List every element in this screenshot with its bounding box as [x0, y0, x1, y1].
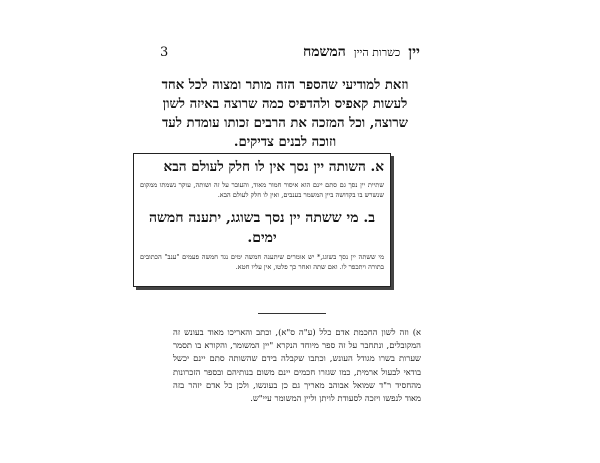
section-b-title: ב. מי ששתה יין נסך בשוגג, יתענה חמשה ימים.: [148, 210, 376, 246]
section-b-body: מי ששתה יין נסך בשוגג,* יש אומרים שיתענה חמשה ימים נגד חמשה פעמים "ענב" הכתובים בתורה ויתכפר לו. ואם שתה ואחר כך פלטו, אין עליו חטא.: [140, 253, 384, 271]
page-header: [160, 42, 420, 62]
header-titles: [303, 43, 420, 62]
section-a-title: א. השותה יין נסך אין לו חלק לעולם הבא: [163, 159, 384, 175]
header-right-title: יין: [408, 42, 420, 61]
footnote-text: א) וזה לשון החכמת אדם כלל (ע"ה ס"א), וכתב והאריכו מאוד בעונש זה המקובלים, ונתחבר על זה ספר מיוחד הנקרא "יין המשומר, והקורא בו תסמר שערות בשרו מגודל העונש, וכתבו שקבלה בידם שהשותה סתם יינם יכשל בודאי לבעול ארמית, כמו שגזרו חכמים יינם משום בנותיהם ובספר הזכרונות מהחסיד ר"ד שמואל אבוהב מאריך גם כן בעונשו, ולכן כל אדם יזהר בזה מאוד לנפשו ויזכה לסעודת לויתן וליין המשומר עיי"ש.: [173, 327, 421, 404]
header-left-title: המשמח: [302, 43, 346, 60]
intro-paragraph: וזאת למודיעי שהספר הזה מותר ומצוה לכל אחד לעשות קאפיס ולהדפיס כמה שרוצה באיזה לשון שרוצה, וכל המזכה את הרבים זכותו עומדת לעד וזוכה לבנים צדיקים.: [161, 78, 409, 150]
boxed-content: [133, 153, 391, 287]
footnote-divider: [258, 313, 326, 314]
page-number: 3: [160, 44, 169, 60]
section-a-body: שתיית יין נסך גם סתם יינם הוא איסור חמור מאוד, והעובר על זה ושותה, עוקר נשמתו ממקום שנשרש בו בקדושה ביין המשמר בענבים, ואין לו חלק לעולם הבא.: [140, 181, 384, 199]
header-subtitle: כשרות היין: [353, 45, 401, 59]
